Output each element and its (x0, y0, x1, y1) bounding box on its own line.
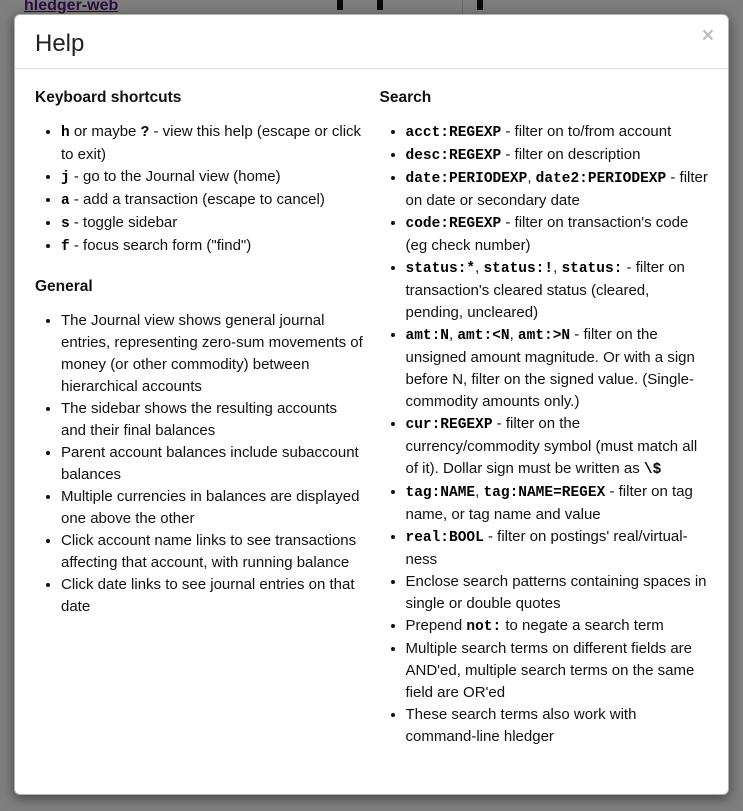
list-item: • cur:REGEXP - filter on the currency/commodity symbol (must match all of it). Dollar sign must be written as \$ (406, 413, 709, 481)
code-span: status: (561, 261, 623, 277)
code-span: not: (466, 619, 502, 635)
list-item: • Enclose search patterns containing spaces in single or double quotes (406, 571, 709, 615)
list-item: • These search terms also work with command-line hledger (406, 704, 709, 748)
list-item: • acct:REGEXP - filter on to/from account (406, 121, 709, 144)
list-item: • Click date links to see journal entries on that date (61, 574, 364, 618)
code-span: ? (140, 125, 150, 141)
code-span: amt:<N (457, 328, 510, 344)
left-column (35, 87, 364, 768)
code-span: a (61, 193, 70, 209)
section-heading-search: Search (379, 89, 432, 106)
code-span: status:! (483, 261, 554, 277)
code-span: tag:NAME=REGEX (483, 485, 606, 501)
code-span: f (61, 239, 70, 255)
list-item: • f - focus search form ("find") (61, 235, 364, 258)
list-item: • tag:NAME, tag:NAME=REGEX - filter on tag name, or tag name and value (406, 481, 709, 526)
code-span: \$ (643, 462, 662, 478)
list-item: • date:PERIODEXP, date2:PERIODEXP - filter on date or secondary date (406, 167, 709, 212)
code-span: cur:REGEXP (405, 417, 493, 433)
modal-body (15, 69, 728, 788)
list-item: • The Journal view shows general journal entries, representing zero-sum movements of money (or other commodity) between hierarchical accounts (61, 310, 364, 398)
code-span: h (61, 125, 70, 141)
section-heading-general: General (35, 278, 93, 295)
list-item: • status:*, status:!, status: - filter on transaction's cleared status (cleared, pending, uncleared) (406, 257, 709, 324)
list-item: • Multiple currencies in balances are displayed one above the other (61, 486, 364, 530)
code-span: s (61, 216, 70, 232)
list-item: • code:REGEXP - filter on transaction's code (eg check number) (406, 212, 709, 257)
code-span: real:BOOL (405, 530, 484, 546)
section-heading-keyboard-shortcuts: Keyboard shortcuts (35, 89, 182, 106)
list-item: • Prepend not: to negate a search term (406, 615, 709, 638)
modal-header (15, 15, 728, 69)
general-list (35, 310, 364, 618)
code-span: status:* (405, 261, 476, 277)
code-span: j (61, 170, 70, 186)
code-span: amt:N (405, 328, 450, 344)
list-item: • real:BOOL - filter on postings' real/virtual-ness (406, 526, 709, 571)
code-span: desc:REGEXP (405, 148, 502, 164)
code-span: code:REGEXP (405, 216, 502, 232)
list-item: • Parent account balances include subaccount balances (61, 442, 364, 486)
code-span: amt:>N (517, 328, 571, 344)
code-span: acct:REGEXP (405, 125, 502, 141)
list-item: • s - toggle sidebar (61, 212, 364, 235)
list-item: • Multiple search terms on different fields are AND'ed, multiple search terms on the same field are OR'ed (406, 638, 709, 704)
right-column (380, 87, 709, 768)
list-item: • a - add a transaction (escape to cancel) (61, 189, 364, 212)
help-modal (14, 14, 729, 795)
search-help-list (380, 121, 709, 748)
code-span: date2:PERIODEXP (535, 171, 667, 187)
close-icon[interactable]: × (701, 24, 714, 47)
modal-title: Help (35, 30, 85, 57)
list-item: • j - go to the Journal view (home) (61, 166, 364, 189)
keyboard-shortcuts-list (35, 121, 364, 258)
list-item: • Click account name links to see transactions affecting that account, with running balance (61, 530, 364, 574)
code-span: tag:NAME (405, 485, 476, 501)
list-item: • The sidebar shows the resulting accounts and their final balances (61, 398, 364, 442)
list-item: • desc:REGEXP - filter on description (406, 144, 709, 167)
code-span: date:PERIODEXP (405, 171, 528, 187)
list-item: • h or maybe ? - view this help (escape or click to exit) (61, 121, 364, 166)
list-item: • amt:N, amt:<N, amt:>N - filter on the unsigned amount magnitude. Or with a sign before N, filter on the signed value. (Single-commodity amounts only.) (406, 324, 709, 413)
